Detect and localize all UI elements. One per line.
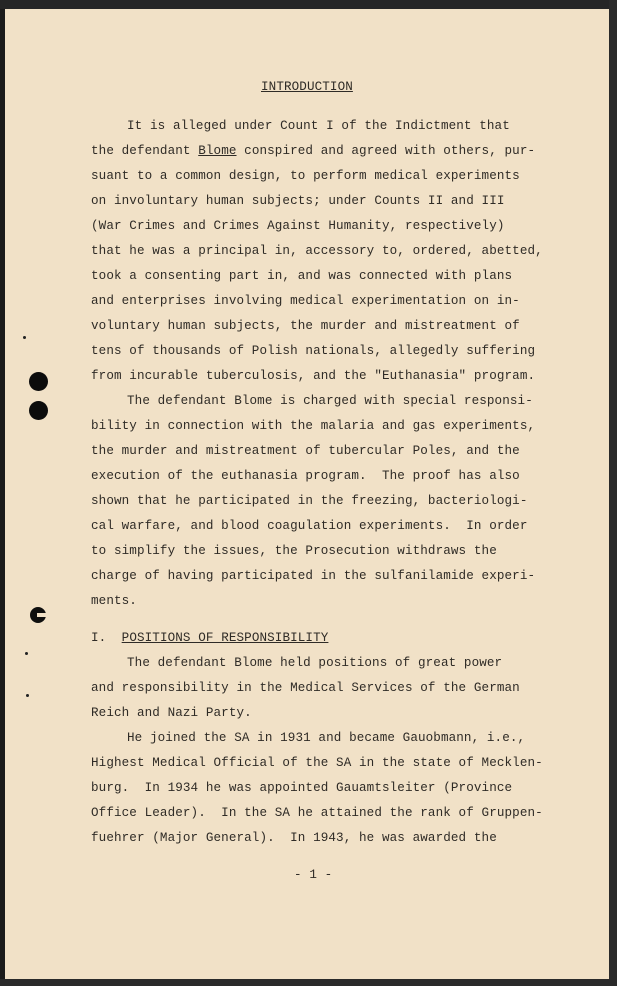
text-line: fuehrer (Major General). In 1943, he was awarded the <box>91 831 497 845</box>
punch-hole-torn <box>30 607 46 623</box>
text-line: and enterprises involving medical experimentation on in- <box>91 294 520 308</box>
section-number: I. <box>91 631 107 645</box>
page-title: INTRODUCTION <box>261 80 353 94</box>
text-line: tens of thousands of Polish nationals, allegedly suffering <box>91 344 536 358</box>
scan-speck <box>25 652 28 655</box>
text-line: to simplify the issues, the Prosecution withdraws the <box>91 544 497 558</box>
section-heading <box>91 630 328 646</box>
text-line: (War Crimes and Crimes Against Humanity, respectively) <box>91 219 505 233</box>
text-line: Highest Medical Official of the SA in the state of Mecklen- <box>91 756 543 770</box>
text-line: Reich and Nazi Party. <box>91 706 252 720</box>
text-line: cal warfare, and blood coagulation experiments. In order <box>91 519 528 533</box>
text-line: charge of having participated in the sulfanilamide experi- <box>91 569 536 583</box>
text-line: from incurable tuberculosis, and the "Euthanasia" program. <box>91 369 536 383</box>
text-line: ments. <box>91 594 137 608</box>
section-title: POSITIONS OF RESPONSIBILITY <box>121 631 329 645</box>
text-line: The defendant Blome held positions of great power <box>127 656 503 670</box>
defendant-name: Blome <box>198 144 237 158</box>
text-line: shown that he participated in the freezing, bacteriologi- <box>91 494 528 508</box>
text-line: He joined the SA in 1931 and became Gauobmann, i.e., <box>127 731 526 745</box>
punch-hole-bottom <box>29 401 48 420</box>
text-line: Office Leader). In the SA he attained the rank of Gruppen- <box>91 806 543 820</box>
scan-speck <box>26 694 29 697</box>
scan-speck <box>23 336 26 339</box>
scan-border-right <box>609 0 617 986</box>
text-line: bility in connection with the malaria and gas experiments, <box>91 419 536 433</box>
text-line: suant to a common design, to perform medical experiments <box>91 169 520 183</box>
text-line: voluntary human subjects, the murder and mistreatment of <box>91 319 520 333</box>
text-line: that he was a principal in, accessory to, ordered, abetted, <box>91 244 543 258</box>
punch-hole-top <box>29 372 48 391</box>
page-number: - 1 - <box>294 868 333 882</box>
text-line: took a consenting part in, and was connected with plans <box>91 269 513 283</box>
text-line: execution of the euthanasia program. The proof has also <box>91 469 520 483</box>
document-page <box>5 9 609 979</box>
text-line: burg. In 1934 he was appointed Gauamtsleiter (Province <box>91 781 513 795</box>
text-line: the defendant Blome conspired and agreed with others, pur- <box>91 144 536 158</box>
text-line: the murder and mistreatment of tubercular Poles, and the <box>91 444 520 458</box>
text-line: on involuntary human subjects; under Counts II and III <box>91 194 505 208</box>
text-line: The defendant Blome is charged with special responsi- <box>127 394 533 408</box>
text-line: It is alleged under Count I of the Indictment that <box>127 119 510 133</box>
scan-border-bottom <box>0 979 617 986</box>
text-line: and responsibility in the Medical Services of the German <box>91 681 520 695</box>
scan-border-top <box>0 0 617 9</box>
